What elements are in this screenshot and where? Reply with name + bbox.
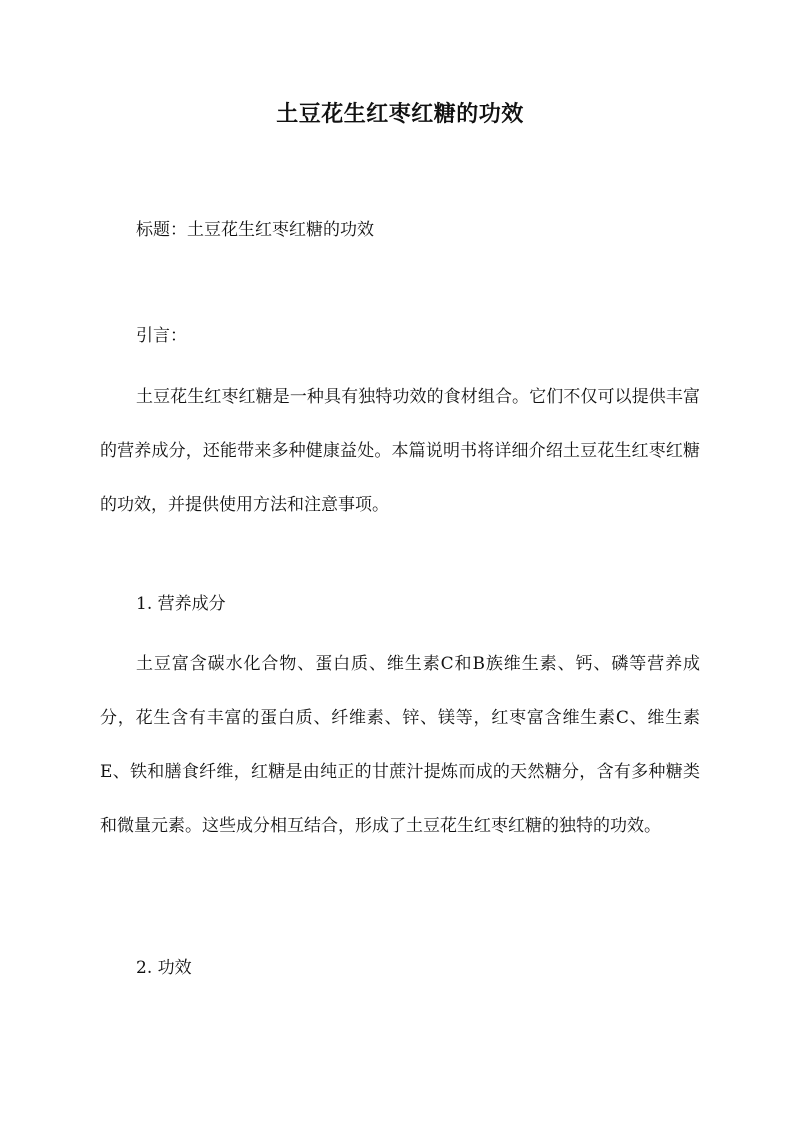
section-heading-nutrition: 1. 营养成分 [136,594,226,614]
section-heading-benefits: 2. 功效 [136,958,192,978]
subtitle-line: 标题：土豆花生红枣红糖的功效 [136,220,374,240]
intro-paragraph: 土豆花生红枣红糖是一种具有独特功效的食材组合。它们不仅可以提供丰富的营养成分，还能带来多种健康益处。本篇说明书将详细介绍土豆花生红枣红糖的功效，并提供使用方法和注意事项。 [100,387,700,515]
section-paragraph-nutrition: 土豆富含碳水化合物、蛋白质、维生素C和B族维生素、钙、磷等营养成分，花生含有丰富的蛋白质、纤维素、锌、镁等，红枣富含维生素C、维生素E、铁和膳食纤维，红糖是由纯正的甘蔗汁提炼而成的天然糖分，含有多种糖类和微量元素。这些成分相互结合，形成了土豆花生红枣红糖的独特的功效。 [100,654,700,836]
intro-heading: 引言： [136,326,187,346]
document-title: 土豆花生红枣红糖的功效 [276,101,524,127]
